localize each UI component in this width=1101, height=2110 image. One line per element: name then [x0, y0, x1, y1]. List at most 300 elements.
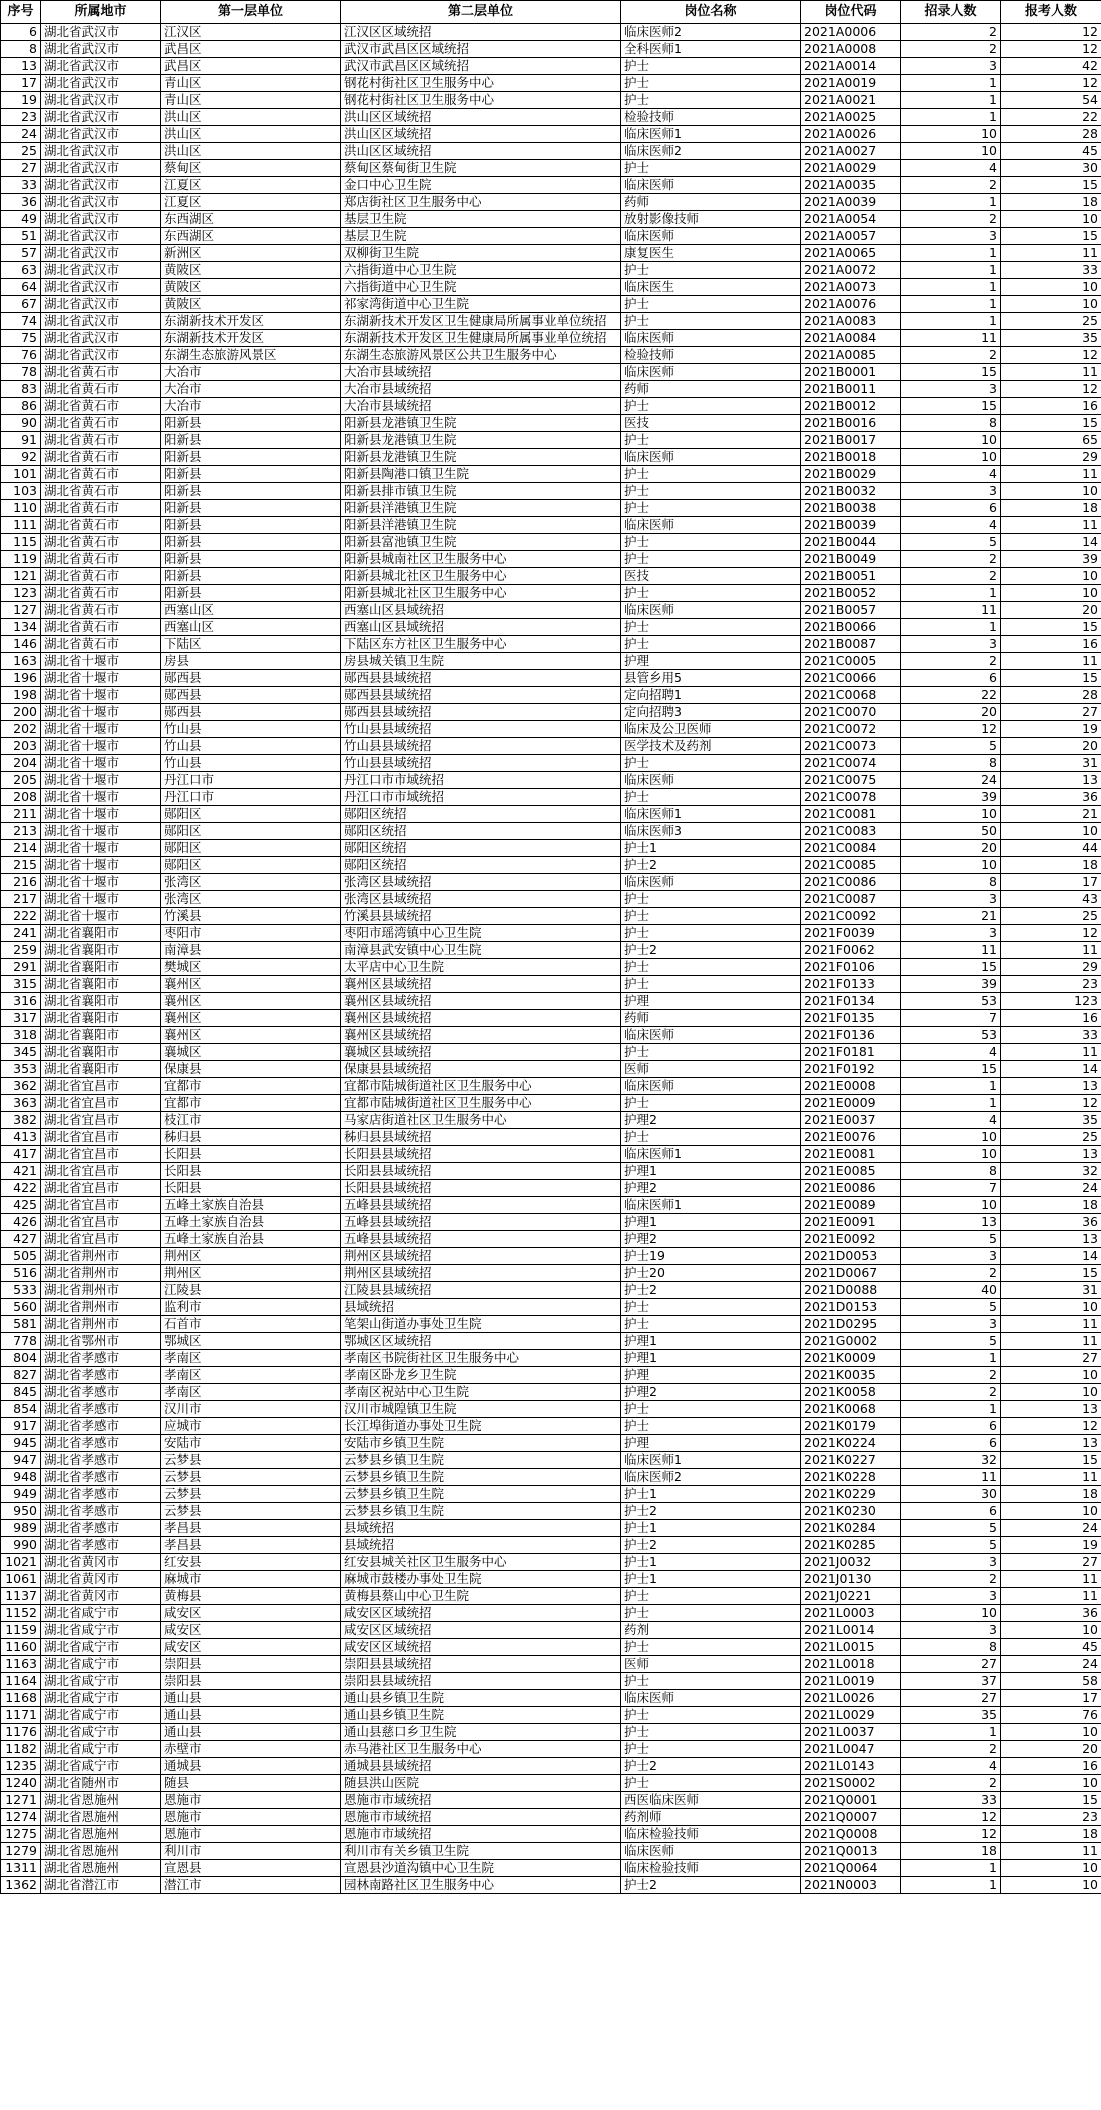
cell-second-unit: 襄州区县域统招: [341, 1010, 621, 1027]
cell-second-unit: 五峰县县域统招: [341, 1214, 621, 1231]
cell-index: 13: [1, 58, 41, 75]
table-row: [1, 1435, 1101, 1452]
cell-position-name: 临床检验技师: [621, 1860, 801, 1877]
cell-applicant-count: 65: [1001, 432, 1101, 449]
cell-second-unit: 黄梅县蔡山中心卫生院: [341, 1588, 621, 1605]
cell-position-name: 定向招聘3: [621, 704, 801, 721]
cell-recruit-count: 6: [901, 500, 1001, 517]
cell-position-name: 临床医师: [621, 449, 801, 466]
cell-first-unit: 秭归县: [161, 1129, 341, 1146]
cell-first-unit: 江陵县: [161, 1282, 341, 1299]
cell-recruit-count: 2: [901, 568, 1001, 585]
cell-first-unit: 应城市: [161, 1418, 341, 1435]
cell-recruit-count: 2: [901, 1265, 1001, 1282]
cell-first-unit: 长阳县: [161, 1180, 341, 1197]
cell-second-unit: 江陵县县域统招: [341, 1282, 621, 1299]
cell-first-unit: 云梦县: [161, 1469, 341, 1486]
table-row: [1, 942, 1101, 959]
cell-applicant-count: 10: [1001, 279, 1101, 296]
table-row: [1, 1554, 1101, 1571]
cell-position-name: 护士: [621, 551, 801, 568]
table-row: [1, 1622, 1101, 1639]
cell-first-unit: 恩施市: [161, 1792, 341, 1809]
cell-first-unit: 通山县: [161, 1707, 341, 1724]
table-row: [1, 517, 1101, 534]
cell-city: 湖北省荆州市: [41, 1248, 161, 1265]
cell-second-unit: 郧阳区统招: [341, 840, 621, 857]
cell-position-name: 护士: [621, 1605, 801, 1622]
cell-position-name: 护士: [621, 75, 801, 92]
cell-index: 291: [1, 959, 41, 976]
cell-city: 湖北省十堰市: [41, 721, 161, 738]
cell-position-name: 护士1: [621, 1520, 801, 1537]
cell-recruit-count: 1: [901, 1860, 1001, 1877]
cell-city: 湖北省十堰市: [41, 823, 161, 840]
cell-recruit-count: 2: [901, 1367, 1001, 1384]
cell-second-unit: 咸安区区域统招: [341, 1622, 621, 1639]
cell-index: 581: [1, 1316, 41, 1333]
cell-applicant-count: 15: [1001, 177, 1101, 194]
cell-position-name: 临床医师: [621, 1027, 801, 1044]
cell-index: 949: [1, 1486, 41, 1503]
cell-index: 127: [1, 602, 41, 619]
table-row: [1, 160, 1101, 177]
cell-city: 湖北省黄石市: [41, 398, 161, 415]
cell-position-name: 临床医师: [621, 228, 801, 245]
cell-position-code: 2021C0078: [801, 789, 901, 806]
cell-index: 845: [1, 1384, 41, 1401]
cell-second-unit: 赤马港社区卫生服务中心: [341, 1741, 621, 1758]
cell-second-unit: 丹江口市市域统招: [341, 772, 621, 789]
cell-position-name: 护士2: [621, 1758, 801, 1775]
cell-position-code: 2021F0039: [801, 925, 901, 942]
cell-position-name: 护士19: [621, 1248, 801, 1265]
cell-first-unit: 武昌区: [161, 58, 341, 75]
cell-applicant-count: 33: [1001, 262, 1101, 279]
cell-second-unit: 阳新县洋港镇卫生院: [341, 517, 621, 534]
cell-index: 854: [1, 1401, 41, 1418]
cell-second-unit: 安陆市乡镇卫生院: [341, 1435, 621, 1452]
cell-second-unit: 枣阳市瑶湾镇中心卫生院: [341, 925, 621, 942]
table-row: [1, 177, 1101, 194]
cell-index: 421: [1, 1163, 41, 1180]
table-row: [1, 330, 1101, 347]
cell-city: 湖北省随州市: [41, 1775, 161, 1792]
cell-recruit-count: 15: [901, 398, 1001, 415]
cell-second-unit: 大冶市县域统招: [341, 364, 621, 381]
table-row: [1, 738, 1101, 755]
cell-applicant-count: 42: [1001, 58, 1101, 75]
cell-second-unit: 县域统招: [341, 1520, 621, 1537]
cell-index: 27: [1, 160, 41, 177]
cell-first-unit: 云梦县: [161, 1452, 341, 1469]
table-row: [1, 619, 1101, 636]
cell-position-code: 2021C0066: [801, 670, 901, 687]
cell-city: 湖北省恩施州: [41, 1792, 161, 1809]
cell-second-unit: 园林南路社区卫生服务中心: [341, 1877, 621, 1894]
cell-first-unit: 黄陂区: [161, 296, 341, 313]
cell-applicant-count: 45: [1001, 143, 1101, 160]
cell-position-name: 护士: [621, 262, 801, 279]
cell-first-unit: 荆州区: [161, 1248, 341, 1265]
cell-index: 33: [1, 177, 41, 194]
cell-position-code: 2021A0014: [801, 58, 901, 75]
cell-first-unit: 崇阳县: [161, 1656, 341, 1673]
cell-city: 湖北省荆州市: [41, 1282, 161, 1299]
cell-recruit-count: 1: [901, 109, 1001, 126]
cell-index: 989: [1, 1520, 41, 1537]
table-row: [1, 891, 1101, 908]
cell-index: 947: [1, 1452, 41, 1469]
cell-applicant-count: 58: [1001, 1673, 1101, 1690]
cell-position-name: 药师: [621, 381, 801, 398]
cell-applicant-count: 43: [1001, 891, 1101, 908]
cell-recruit-count: 27: [901, 1690, 1001, 1707]
cell-second-unit: 郧西县县域统招: [341, 704, 621, 721]
cell-position-code: 2021C0087: [801, 891, 901, 908]
cell-applicant-count: 11: [1001, 466, 1101, 483]
cell-position-code: 2021C0072: [801, 721, 901, 738]
cell-recruit-count: 12: [901, 1809, 1001, 1826]
cell-city: 湖北省荆州市: [41, 1299, 161, 1316]
table-row: [1, 1078, 1101, 1095]
cell-second-unit: 金口中心卫生院: [341, 177, 621, 194]
cell-position-name: 护士1: [621, 1486, 801, 1503]
table-row: [1, 721, 1101, 738]
cell-second-unit: 崇阳县县域统招: [341, 1656, 621, 1673]
cell-first-unit: 阳新县: [161, 449, 341, 466]
cell-position-name: 护士: [621, 1775, 801, 1792]
cell-position-name: 护理1: [621, 1163, 801, 1180]
cell-recruit-count: 2: [901, 1775, 1001, 1792]
table-row: [1, 1486, 1101, 1503]
cell-recruit-count: 10: [901, 449, 1001, 466]
cell-index: 363: [1, 1095, 41, 1112]
cell-applicant-count: 10: [1001, 211, 1101, 228]
cell-city: 湖北省黄石市: [41, 551, 161, 568]
cell-applicant-count: 11: [1001, 1044, 1101, 1061]
cell-second-unit: 东湖生态旅游风景区公共卫生服务中心: [341, 347, 621, 364]
cell-applicant-count: 10: [1001, 483, 1101, 500]
cell-first-unit: 阳新县: [161, 585, 341, 602]
cell-first-unit: 潜江市: [161, 1877, 341, 1894]
cell-index: 123: [1, 585, 41, 602]
cell-applicant-count: 15: [1001, 1792, 1101, 1809]
table-row: [1, 636, 1101, 653]
cell-position-name: 护士: [621, 58, 801, 75]
cell-second-unit: 竹山县县域统招: [341, 755, 621, 772]
cell-city: 湖北省咸宁市: [41, 1605, 161, 1622]
cell-position-name: 康复医生: [621, 245, 801, 262]
cell-applicant-count: 17: [1001, 1690, 1101, 1707]
cell-city: 湖北省黄石市: [41, 636, 161, 653]
cell-position-name: 临床医师1: [621, 1452, 801, 1469]
cell-index: 950: [1, 1503, 41, 1520]
cell-second-unit: 基层卫生院: [341, 228, 621, 245]
cell-city: 湖北省恩施州: [41, 1809, 161, 1826]
cell-first-unit: 洪山区: [161, 143, 341, 160]
cell-position-code: 2021K0179: [801, 1418, 901, 1435]
cell-position-name: 护士: [621, 959, 801, 976]
cell-first-unit: 恩施市: [161, 1826, 341, 1843]
cell-applicant-count: 28: [1001, 687, 1101, 704]
cell-position-code: 2021C0075: [801, 772, 901, 789]
cell-first-unit: 阳新县: [161, 551, 341, 568]
cell-city: 湖北省孝感市: [41, 1503, 161, 1520]
cell-index: 204: [1, 755, 41, 772]
cell-recruit-count: 11: [901, 330, 1001, 347]
cell-applicant-count: 18: [1001, 500, 1101, 517]
cell-position-name: 临床医师: [621, 602, 801, 619]
cell-position-code: 2021D0295: [801, 1316, 901, 1333]
cell-first-unit: 利川市: [161, 1843, 341, 1860]
cell-position-name: 护士: [621, 1724, 801, 1741]
cell-city: 湖北省十堰市: [41, 704, 161, 721]
cell-index: 205: [1, 772, 41, 789]
cell-first-unit: 大冶市: [161, 398, 341, 415]
cell-applicant-count: 36: [1001, 1605, 1101, 1622]
cell-second-unit: 双柳街卫生院: [341, 245, 621, 262]
cell-city: 湖北省宜昌市: [41, 1146, 161, 1163]
cell-index: 215: [1, 857, 41, 874]
cell-applicant-count: 12: [1001, 381, 1101, 398]
cell-second-unit: 通山县乡镇卫生院: [341, 1690, 621, 1707]
table-row: [1, 687, 1101, 704]
cell-second-unit: 房县城关镇卫生院: [341, 653, 621, 670]
header-row: [1, 1, 1101, 24]
cell-index: 75: [1, 330, 41, 347]
cell-recruit-count: 2: [901, 211, 1001, 228]
cell-applicant-count: 24: [1001, 1180, 1101, 1197]
cell-position-name: 护士: [621, 789, 801, 806]
cell-first-unit: 宜都市: [161, 1078, 341, 1095]
cell-position-name: 临床医师1: [621, 806, 801, 823]
cell-recruit-count: 24: [901, 772, 1001, 789]
cell-position-code: 2021F0135: [801, 1010, 901, 1027]
cell-index: 63: [1, 262, 41, 279]
cell-position-code: 2021G0002: [801, 1333, 901, 1350]
cell-recruit-count: 20: [901, 840, 1001, 857]
cell-first-unit: 西塞山区: [161, 602, 341, 619]
table-row: [1, 279, 1101, 296]
cell-first-unit: 青山区: [161, 75, 341, 92]
cell-applicant-count: 10: [1001, 296, 1101, 313]
cell-index: 111: [1, 517, 41, 534]
cell-second-unit: 通山县乡镇卫生院: [341, 1707, 621, 1724]
cell-position-code: 2021Q0001: [801, 1792, 901, 1809]
cell-first-unit: 大冶市: [161, 364, 341, 381]
cell-position-name: 临床医生: [621, 279, 801, 296]
cell-city: 湖北省武汉市: [41, 109, 161, 126]
cell-position-name: 检验技师: [621, 109, 801, 126]
cell-first-unit: 宣恩县: [161, 1860, 341, 1877]
cell-position-code: 2021B0018: [801, 449, 901, 466]
cell-city: 湖北省孝感市: [41, 1418, 161, 1435]
cell-position-code: 2021A0006: [801, 24, 901, 41]
cell-position-name: 护理1: [621, 1350, 801, 1367]
cell-second-unit: 六指街道中心卫生院: [341, 262, 621, 279]
cell-applicant-count: 11: [1001, 1571, 1101, 1588]
cell-applicant-count: 10: [1001, 1860, 1101, 1877]
cell-second-unit: 蔡甸区蔡甸街卫生院: [341, 160, 621, 177]
table-row: [1, 194, 1101, 211]
cell-recruit-count: 1: [901, 1078, 1001, 1095]
cell-position-name: 临床医师1: [621, 1146, 801, 1163]
cell-second-unit: 阳新县龙港镇卫生院: [341, 432, 621, 449]
cell-city: 湖北省十堰市: [41, 857, 161, 874]
table-row: [1, 24, 1101, 41]
cell-second-unit: 西塞山区县域统招: [341, 619, 621, 636]
cell-position-name: 西医临床医师: [621, 1792, 801, 1809]
table-row: [1, 551, 1101, 568]
cell-position-code: 2021B0001: [801, 364, 901, 381]
cell-position-code: 2021B0052: [801, 585, 901, 602]
cell-recruit-count: 10: [901, 143, 1001, 160]
cell-second-unit: 五峰县县域统招: [341, 1197, 621, 1214]
cell-recruit-count: 12: [901, 1826, 1001, 1843]
cell-position-code: 2021A0029: [801, 160, 901, 177]
cell-second-unit: 襄州区县域统招: [341, 1027, 621, 1044]
cell-recruit-count: 6: [901, 670, 1001, 687]
cell-position-name: 护士: [621, 1418, 801, 1435]
cell-second-unit: 竹山县县域统招: [341, 721, 621, 738]
cell-index: 163: [1, 653, 41, 670]
table-row: [1, 1367, 1101, 1384]
cell-position-code: 2021A0065: [801, 245, 901, 262]
cell-first-unit: 鄂城区: [161, 1333, 341, 1350]
cell-position-code: 2021F0134: [801, 993, 901, 1010]
cell-position-code: 2021A0039: [801, 194, 901, 211]
cell-second-unit: 太平店中心卫生院: [341, 959, 621, 976]
cell-index: 382: [1, 1112, 41, 1129]
cell-position-name: 护士: [621, 636, 801, 653]
table-row: [1, 262, 1101, 279]
cell-city: 湖北省咸宁市: [41, 1622, 161, 1639]
cell-index: 315: [1, 976, 41, 993]
cell-applicant-count: 20: [1001, 738, 1101, 755]
cell-index: 1061: [1, 1571, 41, 1588]
table-row: [1, 1469, 1101, 1486]
cell-position-name: 护士: [621, 925, 801, 942]
cell-first-unit: 枣阳市: [161, 925, 341, 942]
cell-position-code: 2021Q0064: [801, 1860, 901, 1877]
cell-applicant-count: 15: [1001, 415, 1101, 432]
cell-city: 湖北省武汉市: [41, 347, 161, 364]
cell-first-unit: 阳新县: [161, 483, 341, 500]
cell-recruit-count: 5: [901, 1299, 1001, 1316]
cell-applicant-count: 11: [1001, 1316, 1101, 1333]
cell-index: 1137: [1, 1588, 41, 1605]
cell-index: 917: [1, 1418, 41, 1435]
cell-position-name: 检验技师: [621, 347, 801, 364]
cell-second-unit: 云梦县乡镇卫生院: [341, 1469, 621, 1486]
cell-second-unit: 荆州区县域统招: [341, 1265, 621, 1282]
cell-second-unit: 宣恩县沙道沟镇中心卫生院: [341, 1860, 621, 1877]
cell-applicant-count: 44: [1001, 840, 1101, 857]
cell-index: 134: [1, 619, 41, 636]
table-row: [1, 126, 1101, 143]
cell-recruit-count: 1: [901, 92, 1001, 109]
cell-second-unit: 保康县县域统招: [341, 1061, 621, 1078]
cell-recruit-count: 15: [901, 364, 1001, 381]
cell-first-unit: 蔡甸区: [161, 160, 341, 177]
cell-position-name: 药师: [621, 194, 801, 211]
cell-index: 208: [1, 789, 41, 806]
cell-second-unit: 六指街道中心卫生院: [341, 279, 621, 296]
cell-city: 湖北省武汉市: [41, 58, 161, 75]
cell-city: 湖北省十堰市: [41, 840, 161, 857]
table-row: [1, 653, 1101, 670]
cell-index: 49: [1, 211, 41, 228]
cell-first-unit: 红安县: [161, 1554, 341, 1571]
cell-position-code: 2021E0081: [801, 1146, 901, 1163]
cell-first-unit: 保康县: [161, 1061, 341, 1078]
cell-position-code: 2021L0018: [801, 1656, 901, 1673]
cell-recruit-count: 4: [901, 466, 1001, 483]
cell-position-name: 护士: [621, 1044, 801, 1061]
cell-position-code: 2021F0106: [801, 959, 901, 976]
table-row: [1, 1860, 1101, 1877]
cell-position-code: 2021E0092: [801, 1231, 901, 1248]
cell-applicant-count: 17: [1001, 874, 1101, 891]
cell-position-name: 护士20: [621, 1265, 801, 1282]
cell-applicant-count: 23: [1001, 976, 1101, 993]
cell-position-name: 医师: [621, 1656, 801, 1673]
cell-second-unit: 长江埠街道办事处卫生院: [341, 1418, 621, 1435]
cell-position-name: 护士: [621, 1129, 801, 1146]
table-row: [1, 1061, 1101, 1078]
cell-first-unit: 宜都市: [161, 1095, 341, 1112]
table-row: [1, 670, 1101, 687]
cell-first-unit: 通山县: [161, 1690, 341, 1707]
cell-position-code: 2021E0076: [801, 1129, 901, 1146]
cell-city: 湖北省咸宁市: [41, 1724, 161, 1741]
cell-applicant-count: 45: [1001, 1639, 1101, 1656]
cell-recruit-count: 27: [901, 1656, 1001, 1673]
cell-position-name: 护士: [621, 432, 801, 449]
cell-index: 92: [1, 449, 41, 466]
table-row: [1, 1146, 1101, 1163]
cell-position-code: 2021B0017: [801, 432, 901, 449]
table-row: [1, 211, 1101, 228]
cell-applicant-count: 21: [1001, 806, 1101, 823]
cell-first-unit: 江汉区: [161, 24, 341, 41]
cell-second-unit: 孝南区祝站中心卫生院: [341, 1384, 621, 1401]
cell-city: 湖北省黄石市: [41, 602, 161, 619]
cell-position-name: 临床医师: [621, 330, 801, 347]
cell-city: 湖北省黄石市: [41, 449, 161, 466]
cell-city: 湖北省十堰市: [41, 738, 161, 755]
table-row: [1, 806, 1101, 823]
cell-second-unit: 丹江口市市域统招: [341, 789, 621, 806]
cell-applicant-count: 16: [1001, 636, 1101, 653]
table-row: [1, 1214, 1101, 1231]
cell-position-name: 护士1: [621, 1571, 801, 1588]
cell-city: 湖北省武汉市: [41, 24, 161, 41]
cell-recruit-count: 37: [901, 1673, 1001, 1690]
cell-second-unit: 阳新县城南社区卫生服务中心: [341, 551, 621, 568]
cell-position-name: 护理2: [621, 1231, 801, 1248]
cell-index: 64: [1, 279, 41, 296]
table-row: [1, 874, 1101, 891]
cell-position-code: 2021B0057: [801, 602, 901, 619]
cell-recruit-count: 1: [901, 245, 1001, 262]
cell-position-name: 临床及公卫医师: [621, 721, 801, 738]
cell-applicant-count: 14: [1001, 534, 1101, 551]
cell-position-code: 2021C0068: [801, 687, 901, 704]
cell-index: 217: [1, 891, 41, 908]
cell-applicant-count: 36: [1001, 1214, 1101, 1231]
